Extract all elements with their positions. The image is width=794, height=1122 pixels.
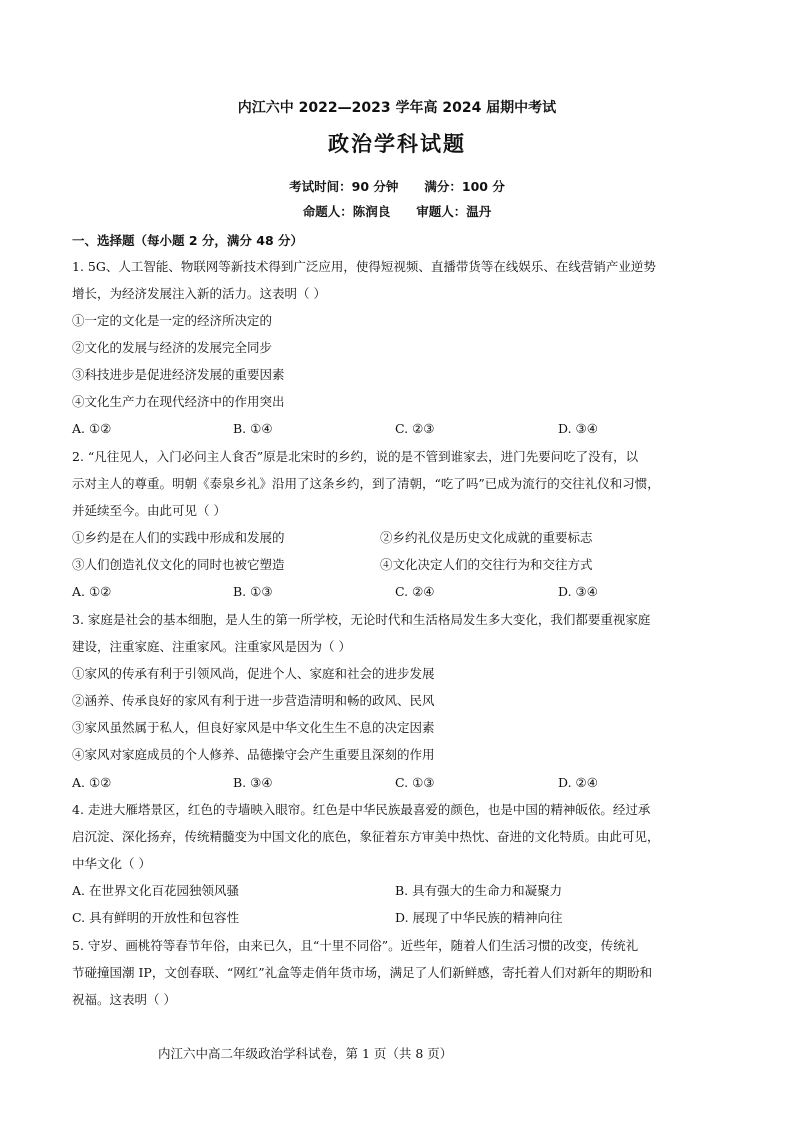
q2-option-b: B. ①③: [233, 584, 273, 599]
q3-item: ①家风的传承有利于引领风尚，促进个人、家庭和社会的进步发展: [72, 666, 435, 681]
q3-stem-line: 3. 家庭是社会的基本细胞，是人生的第一所学校，无论时代和生活格局发生多大变化，我们都要重视家庭: [72, 612, 651, 627]
q2-option-a: A. ①②: [72, 584, 112, 599]
q2-stem-line: 2. “凡往见人，入门必问主人食否”原是北宋时的乡约，说的是不管到谁家去，进门先要问吃了没有，以: [72, 449, 639, 464]
q5-stem-line: 5. 守岁、画桃符等春节年俗，由来已久，且“十里不同俗”。近些年，随着人们生活习惯的改变，传统礼: [72, 938, 639, 953]
q4-option-a: A. 在世界文化百花园独领风骚: [72, 883, 239, 898]
q1-item: ④文化生产力在现代经济中的作用突出: [72, 394, 285, 409]
q3-item: ②涵养、传承良好的家风有利于进一步营造清明和畅的政风、民风: [72, 693, 435, 708]
q5-stem-line: 祝福。这表明（ ）: [72, 992, 176, 1007]
q1-option-c: C. ②③: [395, 421, 435, 436]
q4-option-d: D. 展现了中华民族的精神向往: [395, 910, 563, 925]
q2-stem-line: 并延续至今。由此可见（ ）: [72, 503, 226, 518]
subject-title: 政治学科试题: [328, 132, 466, 156]
q4-stem-line: 4. 走进大雁塔景区，红色的寺墙映入眼帘。红色是中华民族最喜爱的颜色，也是中国的精神皈依。经过承: [72, 802, 651, 817]
q3-stem-line: 建设，注重家庭、注重家风。注重家风是因为（ ）: [72, 639, 351, 654]
q1-stem-line: 增长，为经济发展注入新的活力。这表明（ ）: [72, 286, 326, 301]
school-exam-title: 内江六中 2022—2023 学年高 2024 届期中考试: [237, 100, 557, 116]
q1-item: ②文化的发展与经济的发展完全同步: [72, 340, 273, 355]
q2-item: ②乡约礼仪是历史文化成就的重要标志: [380, 530, 593, 545]
reviewer: 审题人：温丹: [416, 204, 492, 219]
full-score: 满分：100 分: [424, 179, 505, 194]
q2-option-c: C. ②④: [395, 584, 435, 599]
q3-option-b: B. ③④: [233, 775, 273, 790]
q1-option-d: D. ③④: [558, 421, 598, 436]
q1-option-a: A. ①②: [72, 421, 112, 436]
q2-item: ④文化决定人们的交往行为和交往方式: [380, 557, 593, 572]
q5-stem-line: 节碰撞国潮 IP，文创春联、“网红”礼盒等走俏年货市场，满足了人们新鲜感，寄托着人们对新年的期盼和: [72, 965, 653, 980]
q1-item: ③科技进步是促进经济发展的重要因素: [72, 367, 285, 382]
section-title: 一、选择题（每小题 2 分，满分 48 分）: [72, 233, 304, 248]
q2-option-d: D. ③④: [558, 584, 598, 599]
q3-item: ④家风对家庭成员的个人修养、品德操守会产生重要且深刻的作用: [72, 747, 435, 762]
q4-option-b: B. 具有强大的生命力和凝聚力: [395, 883, 563, 898]
q2-item: ③人们创造礼仪文化的同时也被它塑造: [72, 557, 285, 572]
q1-item: ①一定的文化是一定的经济所决定的: [72, 313, 273, 328]
q3-item: ③家风虽然属于私人，但良好家风是中华文化生生不息的决定因素: [72, 720, 435, 735]
q2-item: ①乡约是在人们的实践中形成和发展的: [72, 530, 285, 545]
page-footer: 内江六中高二年级政治学科试卷，第 1 页（共 8 页）: [158, 1046, 453, 1061]
exam-authors: [0, 202, 794, 220]
q3-option-a: A. ①②: [72, 775, 112, 790]
q4-stem-line: 启沉淀、深化扬弃，传统精髓变为中国文化的底色，象征着东方审美中热忱、奋进的文化特质。由此可见，: [72, 829, 660, 844]
q1-stem-line: 1. 5G、人工智能、物联网等新技术得到广泛应用，使得短视频、直播带货等在线娱乐、在线营销产业逆势: [72, 259, 656, 274]
q1-option-b: B. ①④: [233, 421, 273, 436]
q3-option-d: D. ②④: [558, 775, 598, 790]
exam-time: 考试时间：90 分钟: [289, 179, 399, 194]
q2-stem-line: 示对主人的尊重。明朝《泰泉乡礼》沿用了这条乡约，到了清朝，“吃了吗”已成为流行的交往礼仪和习惯，: [72, 476, 660, 491]
q4-stem-line: 中华文化（ ）: [72, 856, 151, 871]
q3-option-c: C. ①③: [395, 775, 435, 790]
q4-option-c: C. 具有鲜明的开放性和包容性: [72, 910, 240, 925]
exam-meta: [0, 177, 794, 195]
author: 命题人：陈润良: [302, 204, 391, 219]
